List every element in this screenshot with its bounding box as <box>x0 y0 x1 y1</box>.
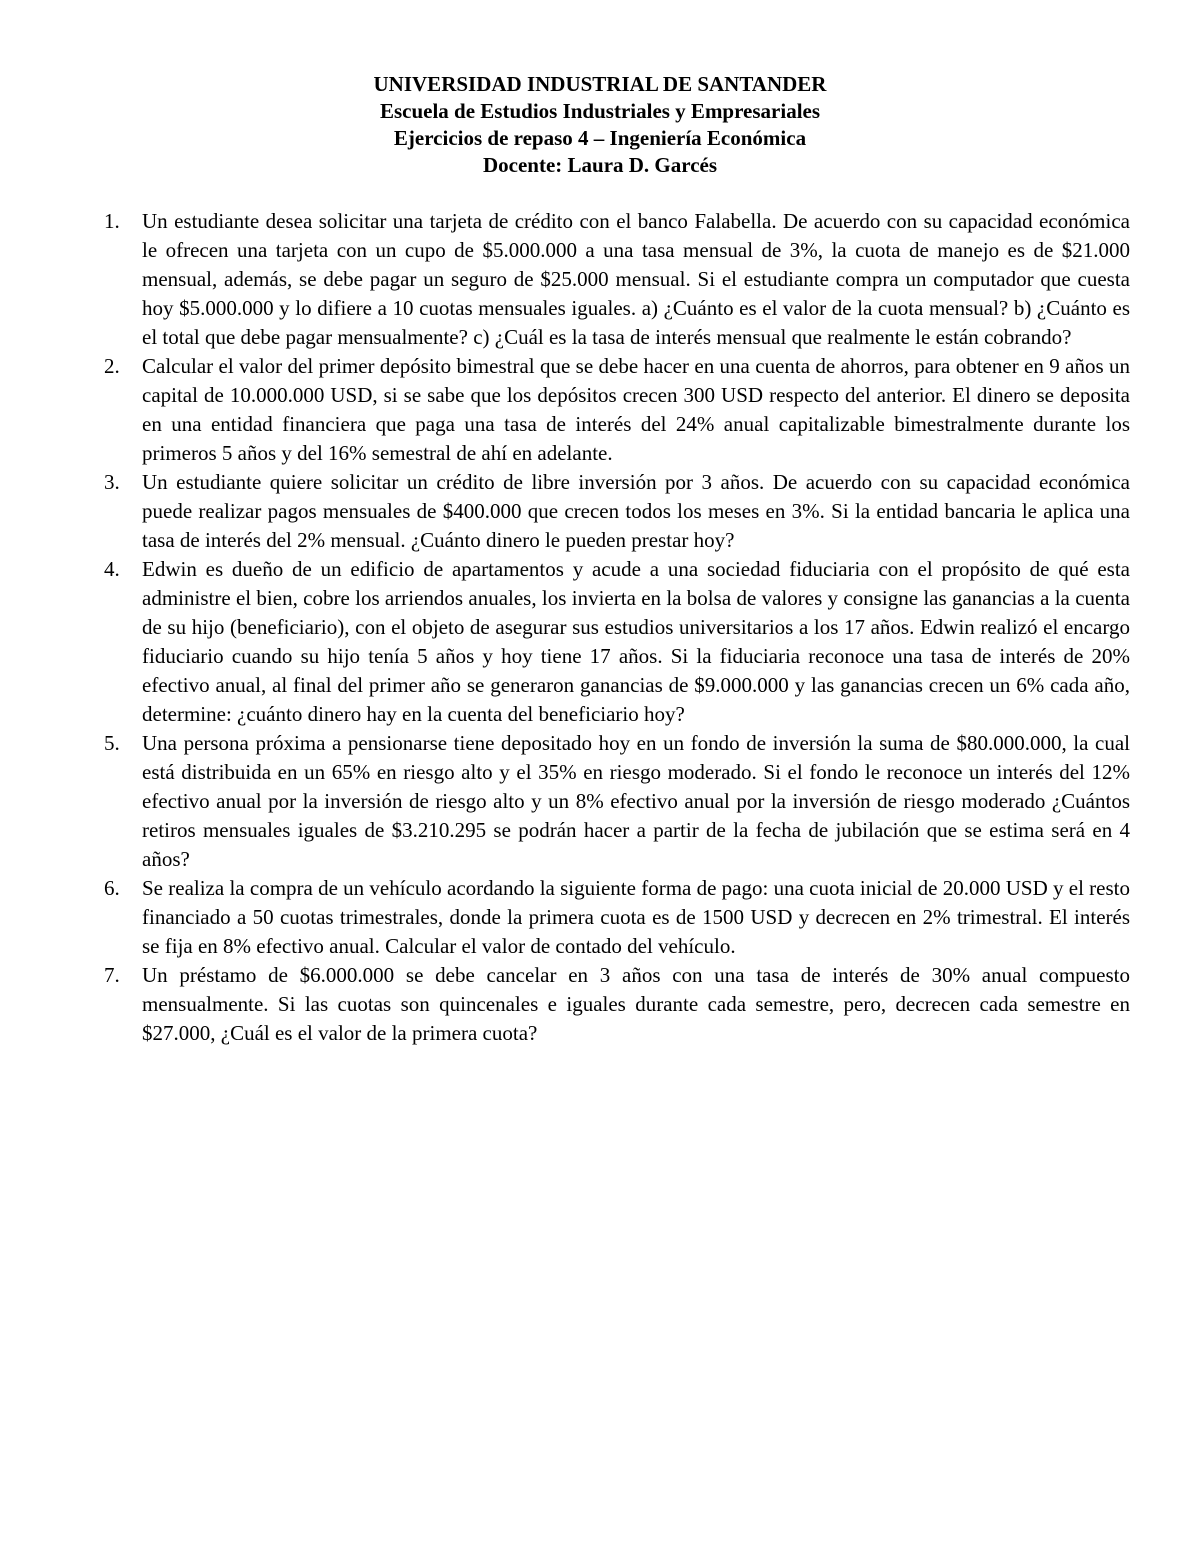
exercise-item-7 <box>104 961 1130 1048</box>
exercise-number: 2. <box>104 354 120 378</box>
exercise-text: Una persona próxima a pensionarse tiene depositado hoy en un fondo de inversión la suma de $80.000.000, la cual está distribuida en un 65% en riesgo alto y el 35% en riesgo moderado. Si el fondo le reconoce un interés del 12% efectivo anual por la inversión de riesgo alto y un 8% efectivo anual por la inversión de riesgo moderado ¿Cuántos retiros mensuales iguales de $3.210.295 se podrán hacer a partir de la fecha de jubilación que se estima será en 4 años? <box>142 731 1130 871</box>
exercise-item-3 <box>104 468 1130 555</box>
exercise-item-6 <box>104 874 1130 961</box>
exercise-text: Un préstamo de $6.000.000 se debe cancelar en 3 años con una tasa de interés de 30% anual compuesto mensualmente. Si las cuotas son quincenales e iguales durante cada semestre, pero, decrecen cada semestre en $27.000, ¿Cuál es el valor de la primera cuota? <box>142 963 1130 1045</box>
exercise-item-2 <box>104 352 1130 468</box>
document-title: Ejercicios de repaso 4 – Ingeniería Económica <box>393 126 807 150</box>
exercise-number: 1. <box>104 209 120 233</box>
exercise-text: Edwin es dueño de un edificio de apartamentos y acude a una sociedad fiduciaria con el propósito de qué esta administre el bien, cobre los arriendos anuales, los invierta en la bolsa de valores y consigne las ganancias a la cuenta de su hijo (beneficiario), con el objeto de asegurar sus estudios universitarios a los 17 años. Edwin realizó el encargo fiduciario cuando su hijo tenía 5 años y hoy tiene 17 años. Si la fiduciaria reconoce una tasa de interés de 20% efectivo anual, al final del primer año se generaron ganancias de $9.000.000 y las ganancias crecen un 6% cada año, determine: ¿cuánto dinero hay en la cuenta del beneficiario hoy? <box>142 557 1130 726</box>
exercise-list <box>104 207 1130 1048</box>
exercise-text: Se realiza la compra de un vehículo acordando la siguiente forma de pago: una cuota inicial de 20.000 USD y el resto financiado a 50 cuotas trimestrales, donde la primera cuota es de 1500 USD y decrecen en 2% trimestral. El interés se fija en 8% efectivo anual. Calcular el valor de contado del vehículo. <box>142 876 1130 958</box>
teacher-name: Docente: Laura D. Garcés <box>482 153 718 177</box>
exercise-item-1 <box>104 207 1130 352</box>
exercise-text: Un estudiante quiere solicitar un crédito de libre inversión por 3 años. De acuerdo con su capacidad económica puede realizar pagos mensuales de $400.000 que crecen todos los meses en 3%. Si la entidad bancaria le aplica una tasa de interés del 2% mensual. ¿Cuánto dinero le pueden prestar hoy? <box>142 470 1130 552</box>
exercise-number: 3. <box>104 470 120 494</box>
exercise-number: 7. <box>104 963 120 987</box>
university-name: UNIVERSIDAD INDUSTRIAL DE SANTANDER <box>373 72 827 96</box>
document-header <box>0 71 1200 179</box>
exercise-item-4 <box>104 555 1130 729</box>
exercise-number: 4. <box>104 557 120 581</box>
exercise-number: 5. <box>104 731 120 755</box>
exercise-text: Calcular el valor del primer depósito bimestral que se debe hacer en una cuenta de ahorros, para obtener en 9 años un capital de 10.000.000 USD, si se sabe que los depósitos crecen 300 USD respecto del anterior. El dinero se deposita en una entidad financiera que paga una tasa de interés del 24% anual capitalizable bimestralmente durante los primeros 5 años y del 16% semestral de ahí en adelante. <box>142 354 1130 465</box>
exercise-item-5 <box>104 729 1130 874</box>
exercise-text: Un estudiante desea solicitar una tarjeta de crédito con el banco Falabella. De acuerdo con su capacidad económica le ofrecen una tarjeta con un cupo de $5.000.000 a una tasa mensual de 3%, la cuota de manejo es de $21.000 mensual, además, se debe pagar un seguro de $25.000 mensual. Si el estudiante compra un computador que cuesta hoy $5.000.000 y lo difiere a 10 cuotas mensuales iguales. a) ¿Cuánto es el valor de la cuota mensual? b) ¿Cuánto es el total que debe pagar mensualmente? c) ¿Cuál es la tasa de interés mensual que realmente le están cobrando? <box>142 209 1130 349</box>
school-name: Escuela de Estudios Industriales y Empresariales <box>379 99 821 123</box>
exercise-number: 6. <box>104 876 120 900</box>
